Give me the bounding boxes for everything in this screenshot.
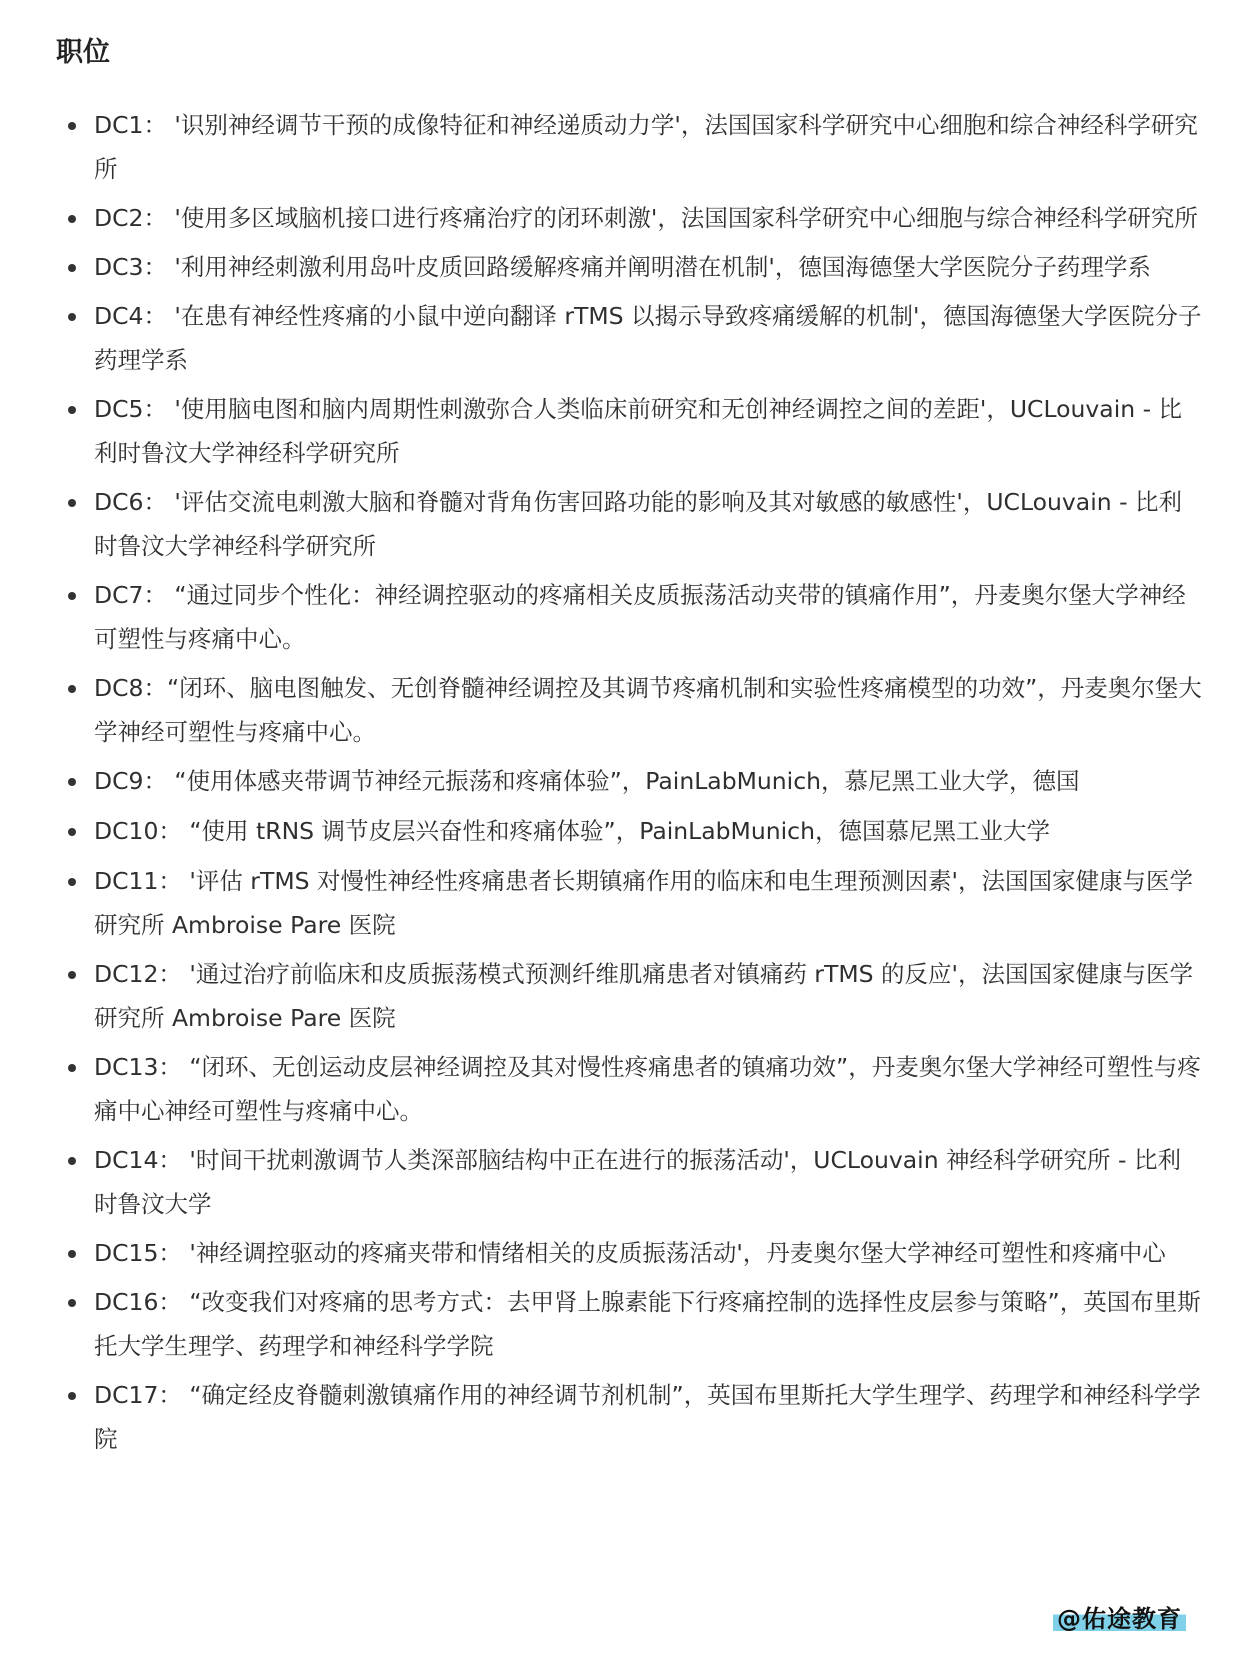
list-item-text: DC17： “确定经皮脊髓刺激镇痛作用的神经调节剂机制”，英国布里斯托大学生理学、药理学和神经科学学院 [94, 1381, 1201, 1453]
section-title: 职位 [56, 37, 110, 68]
bullet-icon [68, 878, 76, 886]
list-item [0, 1045, 1242, 1133]
bullet-icon [68, 406, 76, 414]
positions-list [0, 103, 1242, 1466]
list-item-text: DC16： “改变我们对疼痛的思考方式：去甲肾上腺素能下行疼痛控制的选择性皮层参与策略”，英国布里斯托大学生理学、药理学和神经科学学院 [94, 1288, 1201, 1360]
bullet-icon [68, 313, 76, 321]
list-item [0, 294, 1242, 382]
list-item [0, 103, 1242, 191]
bullet-icon [68, 122, 76, 130]
list-item-text: DC9： “使用体感夹带调节神经元振荡和疼痛体验”，PainLabMunich，慕尼黑工业大学，德国 [94, 767, 1080, 795]
list-item-text: DC2： '使用多区域脑机接口进行疼痛治疗的闭环刺激'，法国国家科学研究中心细胞与综合神经科学研究所 [94, 204, 1198, 232]
bullet-icon [68, 1392, 76, 1400]
list-item-text: DC4： '在患有神经性疼痛的小鼠中逆向翻译 rTMS 以揭示导致疼痛缓解的机制'，德国海德堡大学医院分子药理学系 [94, 302, 1202, 374]
list-item [0, 1280, 1242, 1368]
bullet-icon [68, 215, 76, 223]
list-item [0, 1138, 1242, 1226]
list-item [0, 573, 1242, 661]
watermark: @佑途教育 [1053, 1599, 1186, 1634]
list-item [0, 196, 1242, 240]
bullet-icon [68, 264, 76, 272]
bullet-icon [68, 1157, 76, 1165]
list-item [0, 245, 1242, 289]
bullet-icon [68, 685, 76, 693]
list-item-text: DC15： '神经调控驱动的疼痛夹带和情绪相关的皮质振荡活动'，丹麦奥尔堡大学神经可塑性和疼痛中心 [94, 1239, 1166, 1267]
list-item [0, 952, 1242, 1040]
bullet-icon [68, 828, 76, 836]
list-item-text: DC1： '识别神经调节干预的成像特征和神经递质动力学'，法国国家科学研究中心细胞和综合神经科学研究所 [94, 111, 1198, 183]
list-item-text: DC5： '使用脑电图和脑内周期性刺激弥合人类临床前研究和无创神经调控之间的差距'，UCLouvain - 比利时鲁汶大学神经科学研究所 [94, 395, 1183, 467]
list-item [0, 809, 1242, 853]
list-item [0, 1231, 1242, 1275]
list-item [0, 1373, 1242, 1461]
list-item-text: DC10： “使用 tRNS 调节皮层兴奋性和疼痛体验”，PainLabMunich，德国慕尼黑工业大学 [94, 817, 1050, 845]
bullet-icon [68, 1064, 76, 1072]
bullet-icon [68, 778, 76, 786]
bullet-icon [68, 971, 76, 979]
bullet-icon [68, 1299, 76, 1307]
list-item-text: DC6： '评估交流电刺激大脑和脊髓对背角伤害回路功能的影响及其对敏感的敏感性'，UCLouvain - 比利时鲁汶大学神经科学研究所 [94, 488, 1183, 560]
list-item-text: DC13： “闭环、无创运动皮层神经调控及其对慢性疼痛患者的镇痛功效”，丹麦奥尔堡大学神经可塑性与疼痛中心神经可塑性与疼痛中心。 [94, 1053, 1201, 1125]
bullet-icon [68, 592, 76, 600]
list-item [0, 759, 1242, 803]
list-item-text: DC12： '通过治疗前临床和皮质振荡模式预测纤维肌痛患者对镇痛药 rTMS 的反应'，法国国家健康与医学研究所 Ambroise Pare 医院 [94, 960, 1193, 1032]
list-item-text: DC3： '利用神经刺激利用岛叶皮质回路缓解疼痛并阐明潜在机制'，德国海德堡大学医院分子药理学系 [94, 253, 1151, 281]
list-item [0, 387, 1242, 475]
list-item-text: DC11： '评估 rTMS 对慢性神经性疼痛患者长期镇痛作用的临床和电生理预测因素'，法国国家健康与医学研究所 Ambroise Pare 医院 [94, 867, 1193, 939]
list-item-text: DC8：“闭环、脑电图触发、无创脊髓神经调控及其调节疼痛机制和实验性疼痛模型的功效”，丹麦奥尔堡大学神经可塑性与疼痛中心。 [94, 674, 1202, 746]
list-item-text: DC14： '时间干扰刺激调节人类深部脑结构中正在进行的振荡活动'，UCLouvain 神经科学研究所 - 比利时鲁汶大学 [94, 1146, 1181, 1218]
bullet-icon [68, 499, 76, 507]
list-item [0, 859, 1242, 947]
list-item-text: DC7： “通过同步个性化：神经调控驱动的疼痛相关皮质振荡活动夹带的镇痛作用”，丹麦奥尔堡大学神经可塑性与疼痛中心。 [94, 581, 1186, 653]
list-item [0, 666, 1242, 754]
bullet-icon [68, 1250, 76, 1258]
list-item [0, 480, 1242, 568]
